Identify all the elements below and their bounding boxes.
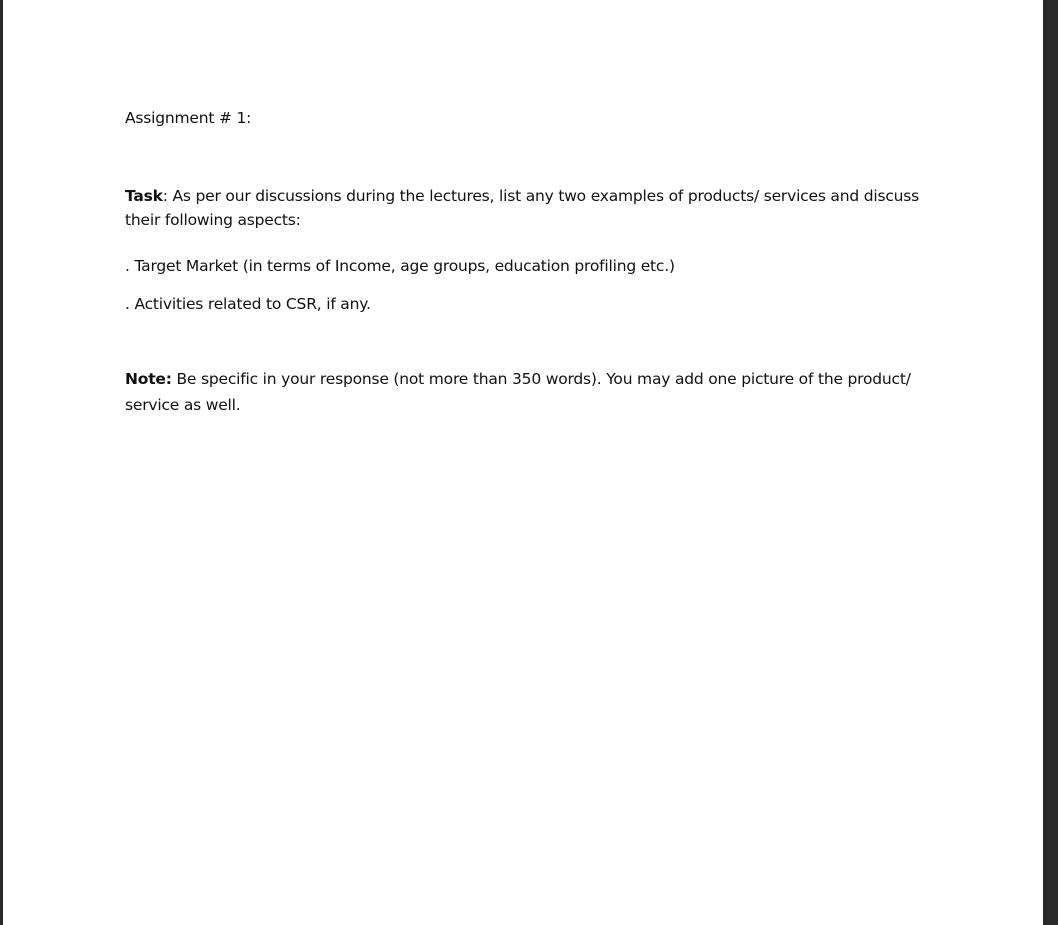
task-label: Task: [125, 187, 163, 205]
aspects-list: [125, 254, 925, 316]
task-text: : As per our discussions during the lectures, list any two examples of products/ services and discuss their following aspects:: [125, 187, 920, 229]
note-label: Note:: [125, 370, 172, 388]
list-item: . Target Market (in terms of Income, age groups, education profiling etc.): [125, 257, 675, 275]
list-item: . Activities related to CSR, if any.: [125, 295, 371, 313]
document-page: [3, 0, 1043, 925]
assignment-heading: Assignment # 1:: [125, 109, 252, 127]
note-text: Be specific in your response (not more than 350 words). You may add one picture of the product/ service as well.: [125, 370, 911, 414]
note-paragraph: [125, 366, 925, 418]
task-paragraph: [125, 184, 925, 232]
right-border: [1043, 0, 1058, 925]
document-content: [125, 106, 925, 418]
